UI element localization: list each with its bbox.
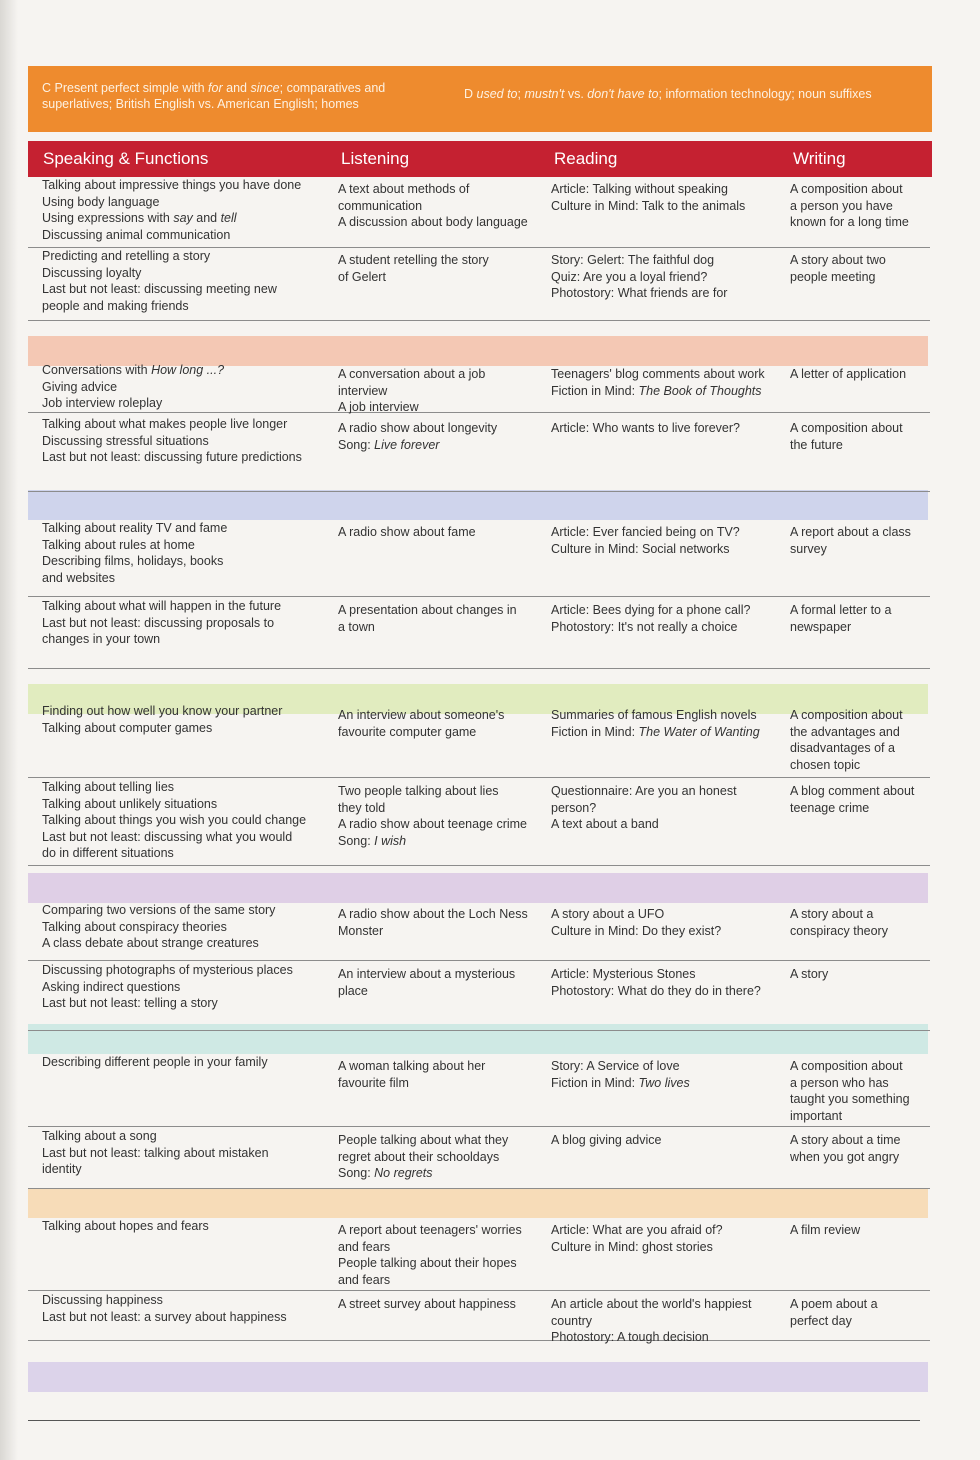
cell-line: person? xyxy=(551,800,597,815)
cell-line: Song: Live forever xyxy=(338,437,440,452)
cell-line: Article: Who wants to live forever? xyxy=(551,421,740,435)
cell-line: A street survey about happiness xyxy=(338,1297,516,1311)
table-row xyxy=(28,1054,930,1127)
column-header-row xyxy=(28,141,932,177)
cell-line: A radio show about the Loch Ness xyxy=(338,907,528,921)
page-edge-shadow xyxy=(0,0,18,1460)
writing-cell xyxy=(790,906,928,939)
cell-line: disadvantages of a xyxy=(790,741,895,755)
cell-line: place xyxy=(338,983,368,998)
cell-line: Conversations with How long ...? xyxy=(42,363,225,377)
cell-line: An interview about a mysterious xyxy=(338,967,516,981)
unit-d-text: ; xyxy=(517,87,525,101)
listening-cell xyxy=(338,602,538,635)
cell-line: Monster xyxy=(338,923,384,938)
cell-line: favourite film xyxy=(338,1075,409,1090)
cell-line: a person who has xyxy=(790,1075,889,1090)
cell-line: important xyxy=(790,1108,843,1123)
table-row xyxy=(28,598,930,669)
cell-line: Fiction in Mind: The Water of Wanting xyxy=(551,724,760,739)
cell-line: A story about a UFO xyxy=(551,907,665,921)
cell-line: Culture in Mind: Social networks xyxy=(551,541,730,556)
cell-line: they told xyxy=(338,800,386,815)
cell-line: Photostory: A tough decision xyxy=(551,1330,709,1344)
cell-line: Questionnaire: Are you an honest xyxy=(551,784,737,798)
cell-line: communication xyxy=(338,198,423,213)
writing-cell xyxy=(790,366,928,383)
cell-line: Fiction in Mind: The Book of Thoughts xyxy=(551,383,762,398)
cell-line: Talking about conspiracy theories xyxy=(42,919,227,934)
cell-line: Last but not least: a survey about happiness xyxy=(42,1309,287,1324)
listening-cell xyxy=(338,783,538,849)
cell-line: the future xyxy=(790,437,843,452)
header-speaking: Speaking & Functions xyxy=(43,149,209,168)
unit-d-text: D xyxy=(464,87,477,101)
cell-line: Discussing happiness xyxy=(42,1293,163,1307)
cell-line: Talking about impressive things you have done xyxy=(42,178,302,192)
unit-overview-bar xyxy=(28,66,932,132)
cell-line: conspiracy theory xyxy=(790,923,888,938)
writing-cell xyxy=(790,252,928,285)
unit-c-text: for xyxy=(208,81,223,95)
cell-line: Story: A Service of love xyxy=(551,1059,680,1073)
cell-line: survey xyxy=(790,541,827,556)
cell-line: do in different situations xyxy=(42,846,174,860)
cell-line: Talking about reality TV and fame xyxy=(42,521,228,535)
cell-line: A report about teenagers' worries xyxy=(338,1223,522,1237)
speaking-cell xyxy=(42,1218,324,1235)
reading-cell xyxy=(551,1296,777,1346)
table-row xyxy=(28,362,930,413)
cell-line: and fears xyxy=(338,1272,391,1287)
cell-line: identity xyxy=(42,1162,82,1176)
header-writing: Writing xyxy=(793,149,846,168)
cell-line: and websites xyxy=(42,570,115,585)
cell-line: a town xyxy=(338,619,375,634)
cell-line: Predicting and retelling a story xyxy=(42,249,211,263)
speaking-cell xyxy=(42,902,324,952)
unit-d-summary xyxy=(464,86,914,102)
unit-divider-band xyxy=(28,490,928,520)
cell-line: Photostory: What friends are for xyxy=(551,286,728,300)
cell-line: Job interview roleplay xyxy=(42,396,163,410)
unit-d-text: don't have to xyxy=(587,87,659,101)
reading-cell xyxy=(551,783,777,833)
cell-line: A story about a time xyxy=(790,1133,901,1147)
cell-line: Article: Talking without speaking xyxy=(551,182,728,196)
cell-line: A student retelling the story xyxy=(338,253,489,267)
cell-line: A text about a band xyxy=(551,817,659,831)
cell-line: Talking about hopes and fears xyxy=(42,1219,209,1233)
unit-c-text: ; comparatives and superlatives; British English vs. American English; homes xyxy=(42,81,386,111)
cell-line: Last but not least: discussing what you would xyxy=(42,829,293,844)
cell-line: A story about two xyxy=(790,253,886,267)
speaking-cell xyxy=(42,520,324,586)
cell-line: Discussing photographs of mysterious places xyxy=(42,963,293,977)
bottom-rule xyxy=(28,1420,920,1421)
speaking-cell xyxy=(42,416,324,466)
writing-cell xyxy=(790,181,928,231)
cell-line: the advantages and xyxy=(790,724,900,739)
cell-line: Culture in Mind: ghost stories xyxy=(551,1239,713,1254)
cell-line: people meeting xyxy=(790,269,876,284)
cell-line: Last but not least: discussing future predictions xyxy=(42,450,302,464)
reading-cell xyxy=(551,602,777,635)
cell-line: Describing films, holidays, books xyxy=(42,554,224,568)
listening-cell xyxy=(338,524,538,541)
reading-cell xyxy=(551,1058,777,1091)
unit-divider-band xyxy=(28,873,928,903)
table-row xyxy=(28,1292,930,1344)
cell-line: A conversation about a job xyxy=(338,367,486,381)
cell-line: Song: I wish xyxy=(338,833,407,848)
reading-cell xyxy=(551,420,777,437)
cell-line: A letter of application xyxy=(790,367,907,381)
cell-line: An interview about someone's xyxy=(338,708,505,722)
listening-cell xyxy=(338,906,538,939)
cell-line: Asking indirect questions xyxy=(42,979,181,994)
cell-line: A story xyxy=(790,967,829,981)
cell-line: perfect day xyxy=(790,1313,852,1328)
cell-line: Giving advice xyxy=(42,379,118,394)
cell-line: Fiction in Mind: Two lives xyxy=(551,1075,690,1090)
cell-line: Summaries of famous English novels xyxy=(551,708,757,722)
cell-line: Talking about what will happen in the future xyxy=(42,599,282,613)
table-row xyxy=(28,248,930,321)
writing-cell xyxy=(790,524,928,557)
listening-cell xyxy=(338,1222,538,1288)
cell-line: Culture in Mind: Do they exist? xyxy=(551,923,722,938)
cell-line: A report about a class xyxy=(790,525,911,539)
unit-divider-band xyxy=(28,1188,928,1218)
cell-line: Two people talking about lies xyxy=(338,784,499,798)
cell-line: A blog giving advice xyxy=(551,1133,662,1147)
cell-line: when you got angry xyxy=(790,1149,900,1164)
cell-line: A composition about xyxy=(790,182,903,196)
cell-line: Talking about computer games xyxy=(42,720,213,735)
reading-cell xyxy=(551,1222,777,1255)
unit-d-text: vs. xyxy=(564,87,588,101)
reading-cell xyxy=(551,524,777,557)
unit-c-text: since xyxy=(250,81,280,95)
cell-line: A story about a xyxy=(790,907,874,921)
cell-line: A film review xyxy=(790,1223,861,1237)
speaking-cell xyxy=(42,962,324,1012)
table-row xyxy=(28,962,930,1031)
cell-line: Teenagers' blog comments about work xyxy=(551,367,765,381)
cell-line: Last but not least: telling a story xyxy=(42,996,218,1010)
table-row xyxy=(28,1218,930,1291)
writing-cell xyxy=(790,1222,928,1239)
reading-cell xyxy=(551,707,777,740)
cell-line: interview xyxy=(338,383,388,398)
cell-line: Article: Bees dying for a phone call? xyxy=(551,603,751,617)
cell-line: Song: No regrets xyxy=(338,1166,433,1180)
cell-line: A composition about xyxy=(790,708,903,722)
cell-line: Comparing two versions of the same story xyxy=(42,903,276,917)
speaking-cell xyxy=(42,248,324,314)
cell-line: regret about their schooldays xyxy=(338,1149,500,1164)
cell-line: Culture in Mind: Talk to the animals xyxy=(551,198,746,213)
writing-cell xyxy=(790,783,928,816)
cell-line: Talking about unlikely situations xyxy=(42,796,218,811)
cell-line: country xyxy=(551,1313,592,1328)
writing-cell xyxy=(790,1132,928,1165)
cell-line: Story: Gelert: The faithful dog xyxy=(551,253,715,267)
listening-cell xyxy=(338,252,538,285)
cell-line: Talking about things you wish you could change xyxy=(42,813,307,827)
listening-cell xyxy=(338,1132,538,1182)
cell-line: People talking about what they xyxy=(338,1133,509,1147)
cell-line: Discussing loyalty xyxy=(42,265,142,280)
cell-line: Article: Mysterious Stones xyxy=(551,967,696,981)
table-row xyxy=(28,779,930,866)
cell-line: A formal letter to a xyxy=(790,603,892,617)
cell-line: A presentation about changes in xyxy=(338,603,517,617)
cell-line: People talking about their hopes xyxy=(338,1256,517,1270)
listening-cell xyxy=(338,1058,538,1091)
writing-cell xyxy=(790,966,928,983)
listening-cell xyxy=(338,1296,538,1313)
unit-d-text: used to xyxy=(476,87,518,101)
writing-cell xyxy=(790,602,928,635)
table-row xyxy=(28,902,930,961)
table-row xyxy=(28,416,930,492)
cell-line: Photostory: What do they do in there? xyxy=(551,983,761,998)
reading-cell xyxy=(551,252,777,302)
cell-line: A discussion about body language xyxy=(338,215,528,229)
cell-line: Using expressions with say and tell xyxy=(42,211,237,225)
writing-cell xyxy=(790,1296,928,1329)
cell-line: Article: What are you afraid of? xyxy=(551,1223,723,1237)
listening-cell xyxy=(338,707,538,740)
cell-line: chosen topic xyxy=(790,757,861,772)
cell-line: Photostory: It's not really a choice xyxy=(551,619,738,634)
cell-line: A radio show about teenage crime xyxy=(338,817,528,831)
cell-line: Talking about rules at home xyxy=(42,537,195,552)
listening-cell xyxy=(338,420,538,453)
cell-line: Talking about a song xyxy=(42,1129,157,1143)
cell-line: Talking about what makes people live longer xyxy=(42,417,288,431)
speaking-cell xyxy=(42,1128,324,1178)
speaking-cell xyxy=(42,703,324,736)
listening-cell xyxy=(338,366,538,416)
table-row xyxy=(28,1128,930,1189)
writing-cell xyxy=(790,1058,928,1124)
writing-cell xyxy=(790,420,928,453)
cell-line: A woman talking about her xyxy=(338,1059,486,1073)
cell-line: A composition about xyxy=(790,1059,903,1073)
unit-d-text: ; information technology; noun suffixes xyxy=(658,87,872,101)
writing-cell xyxy=(790,707,928,773)
unit-c-text: C Present perfect simple with xyxy=(42,81,209,95)
cell-line: Discussing stressful situations xyxy=(42,433,209,448)
cell-line: favourite computer game xyxy=(338,724,477,739)
cell-line: A poem about a xyxy=(790,1297,878,1311)
speaking-cell xyxy=(42,779,324,862)
speaking-cell xyxy=(42,362,324,412)
cell-line: A text about methods of xyxy=(338,182,470,196)
cell-line: An article about the world's happiest xyxy=(551,1297,752,1311)
cell-line: a person you have xyxy=(790,198,893,213)
cell-line: A class debate about strange creatures xyxy=(42,936,259,950)
cell-line: changes in your town xyxy=(42,632,161,646)
reading-cell xyxy=(551,1132,777,1149)
cell-line: teenage crime xyxy=(790,800,870,815)
cell-line: Quiz: Are you a loyal friend? xyxy=(551,269,708,284)
table-row xyxy=(28,177,930,248)
cell-line: known for a long time xyxy=(790,215,909,229)
speaking-cell xyxy=(42,1292,324,1325)
listening-cell xyxy=(338,966,538,999)
cell-line: people and making friends xyxy=(42,298,189,313)
unit-c-summary xyxy=(42,80,442,112)
unit-d-text: mustn't xyxy=(524,87,565,101)
header-reading: Reading xyxy=(554,149,618,168)
unit-c-text: and xyxy=(222,81,251,95)
cell-line: Last but not least: discussing proposals to xyxy=(42,615,275,630)
speaking-cell xyxy=(42,598,324,648)
cell-line: Article: Ever fancied being on TV? xyxy=(551,525,740,539)
cell-line: Using body language xyxy=(42,194,160,209)
cell-line: A radio show about fame xyxy=(338,525,476,539)
speaking-cell xyxy=(42,1054,324,1071)
cell-line: newspaper xyxy=(790,619,852,634)
cell-line: A job interview xyxy=(338,400,419,414)
cell-line: and fears xyxy=(338,1239,391,1254)
header-listening: Listening xyxy=(341,149,410,168)
reading-cell xyxy=(551,366,777,399)
cell-line: Describing different people in your family xyxy=(42,1055,268,1069)
reading-cell xyxy=(551,181,777,214)
cell-line: A blog comment about xyxy=(790,784,915,798)
table-row xyxy=(28,520,930,597)
table-row xyxy=(28,703,930,778)
cell-line: Last but not least: discussing meeting new xyxy=(42,282,277,296)
cell-line: Discussing animal communication xyxy=(42,227,231,242)
reading-cell xyxy=(551,906,777,939)
cell-line: Finding out how well you know your partner xyxy=(42,704,283,718)
cell-line: A composition about xyxy=(790,421,903,435)
cell-line: Talking about telling lies xyxy=(42,780,175,794)
cell-line: of Gelert xyxy=(338,269,386,284)
cell-line: A radio show about longevity xyxy=(338,421,498,435)
unit-divider-band xyxy=(28,1362,928,1392)
speaking-cell xyxy=(42,177,324,243)
reading-cell xyxy=(551,966,777,999)
cell-line: Last but not least: talking about mistaken xyxy=(42,1145,269,1160)
listening-cell xyxy=(338,181,538,231)
cell-line: taught you something xyxy=(790,1092,910,1106)
